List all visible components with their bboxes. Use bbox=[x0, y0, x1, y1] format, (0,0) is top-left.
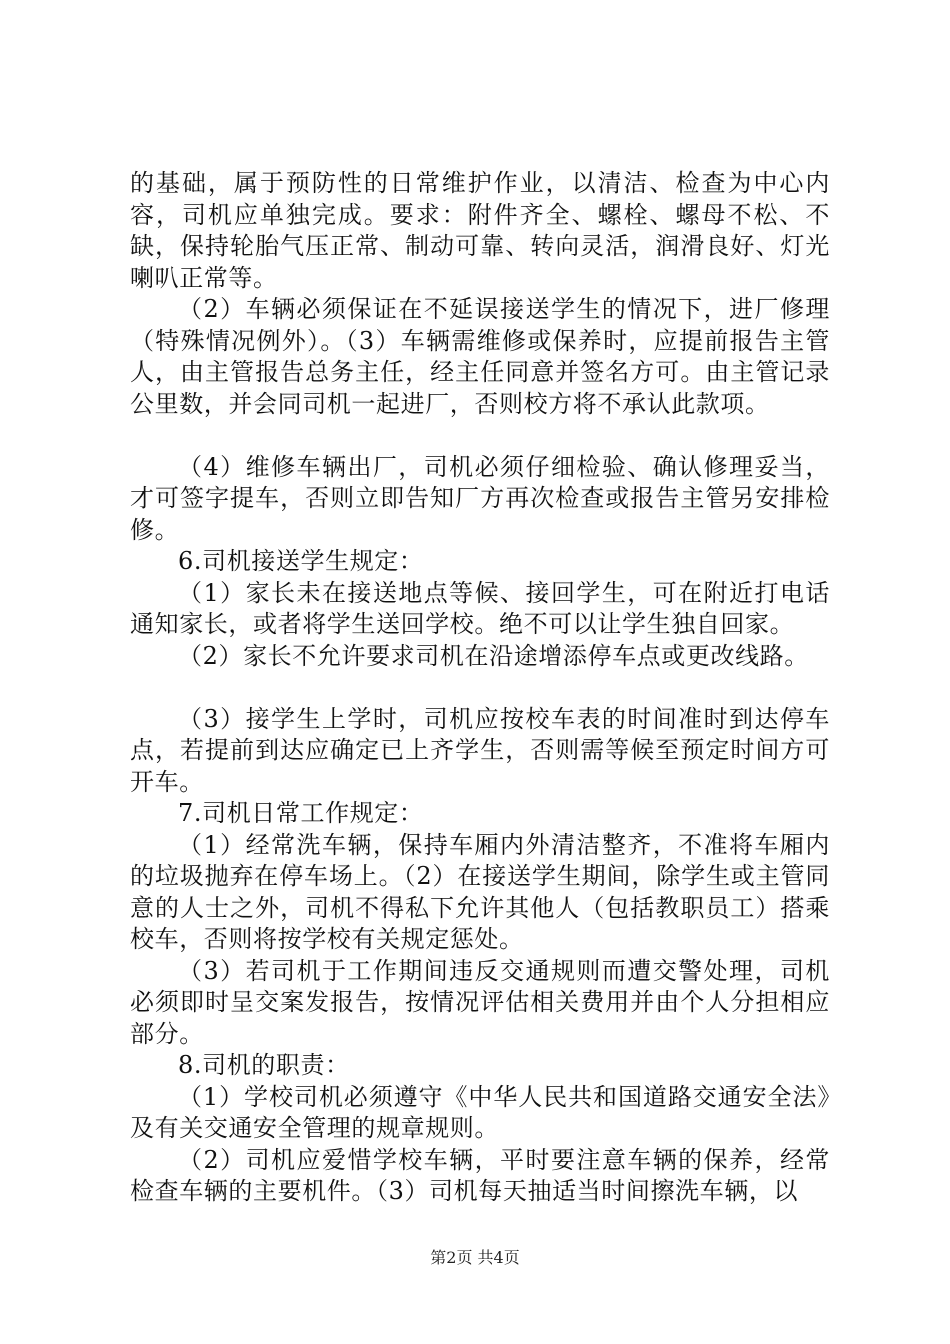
paragraph-daily-rule-3: （3）若司机于工作期间违反交通规则而遭交警处理，司机必须即时呈交案发报告，按情况评估相关费用并由个人分担相应部分。 bbox=[130, 956, 830, 1048]
page-footer: 第2页 共4页 bbox=[430, 1248, 520, 1267]
paragraph-duty-2-3: （2）司机应爱惜学校车辆，平时要注意车辆的保养，经常检查车辆的主要机件。（3）司机每天抽适当时间擦洗车辆，以 bbox=[130, 1145, 830, 1205]
paragraph-duty-1: （1）学校司机必须遵守《中华人民共和国道路交通安全法》及有关交通安全管理的规章规则。 bbox=[130, 1082, 830, 1142]
document-body bbox=[130, 168, 830, 1208]
paragraph-maintenance-basis: 的基础，属于预防性的日常维护作业，以清洁、检查为中心内容，司机应单独完成。要求：附件齐全、螺栓、螺母不松、不缺，保持轮胎气压正常、制动可靠、转向灵活，润滑良好、灯光喇叭正常等。 bbox=[130, 169, 830, 292]
section-heading-8: 8.司机的职责： bbox=[178, 1051, 350, 1079]
paragraph-pickup-rule-3: （3）接学生上学时，司机应按校车表的时间准时到达停车点，若提前到达应确定已上齐学生，否则需等候至预定时间方可开车。 bbox=[130, 704, 830, 796]
paragraph-repair-rule-4: （4）维修车辆出厂，司机必须仔细检验、确认修理妥当，才可签字提车，否则立即告知厂方再次检查或报告主管另安排检修。 bbox=[130, 452, 830, 544]
paragraph-pickup-rule-1: （1）家长未在接送地点等候、接回学生，可在附近打电话通知家长，或者将学生送回学校。绝不可以让学生独自回家。 bbox=[130, 578, 830, 638]
section-heading-6: 6.司机接送学生规定： bbox=[178, 547, 424, 575]
paragraph-pickup-rule-2: （2）家长不允许要求司机在沿途增添停车点或更改线路。 bbox=[178, 641, 809, 670]
section-heading-7: 7.司机日常工作规定： bbox=[178, 799, 424, 827]
paragraph-repair-rule-2-3: （2）车辆必须保证在不延误接送学生的情况下，进厂修理（特殊情况例外）。（3）车辆需维修或保养时，应提前报告主管人，由主管报告总务主任，经主任同意并签名方可。由主管记录公里数，并会同司机一起进厂，否则校方将不承认此款项。 bbox=[130, 295, 830, 418]
paragraph-daily-rule-1-2: （1）经常洗车辆，保持车厢内外清洁整齐，不准将车厢内的垃圾抛弃在停车场上。（2）在接送学生期间，除学生或主管同意的人士之外，司机不得私下允许其他人（包括教职员工）搭乘校车，否则将按学校有关规定惩处。 bbox=[130, 830, 830, 953]
